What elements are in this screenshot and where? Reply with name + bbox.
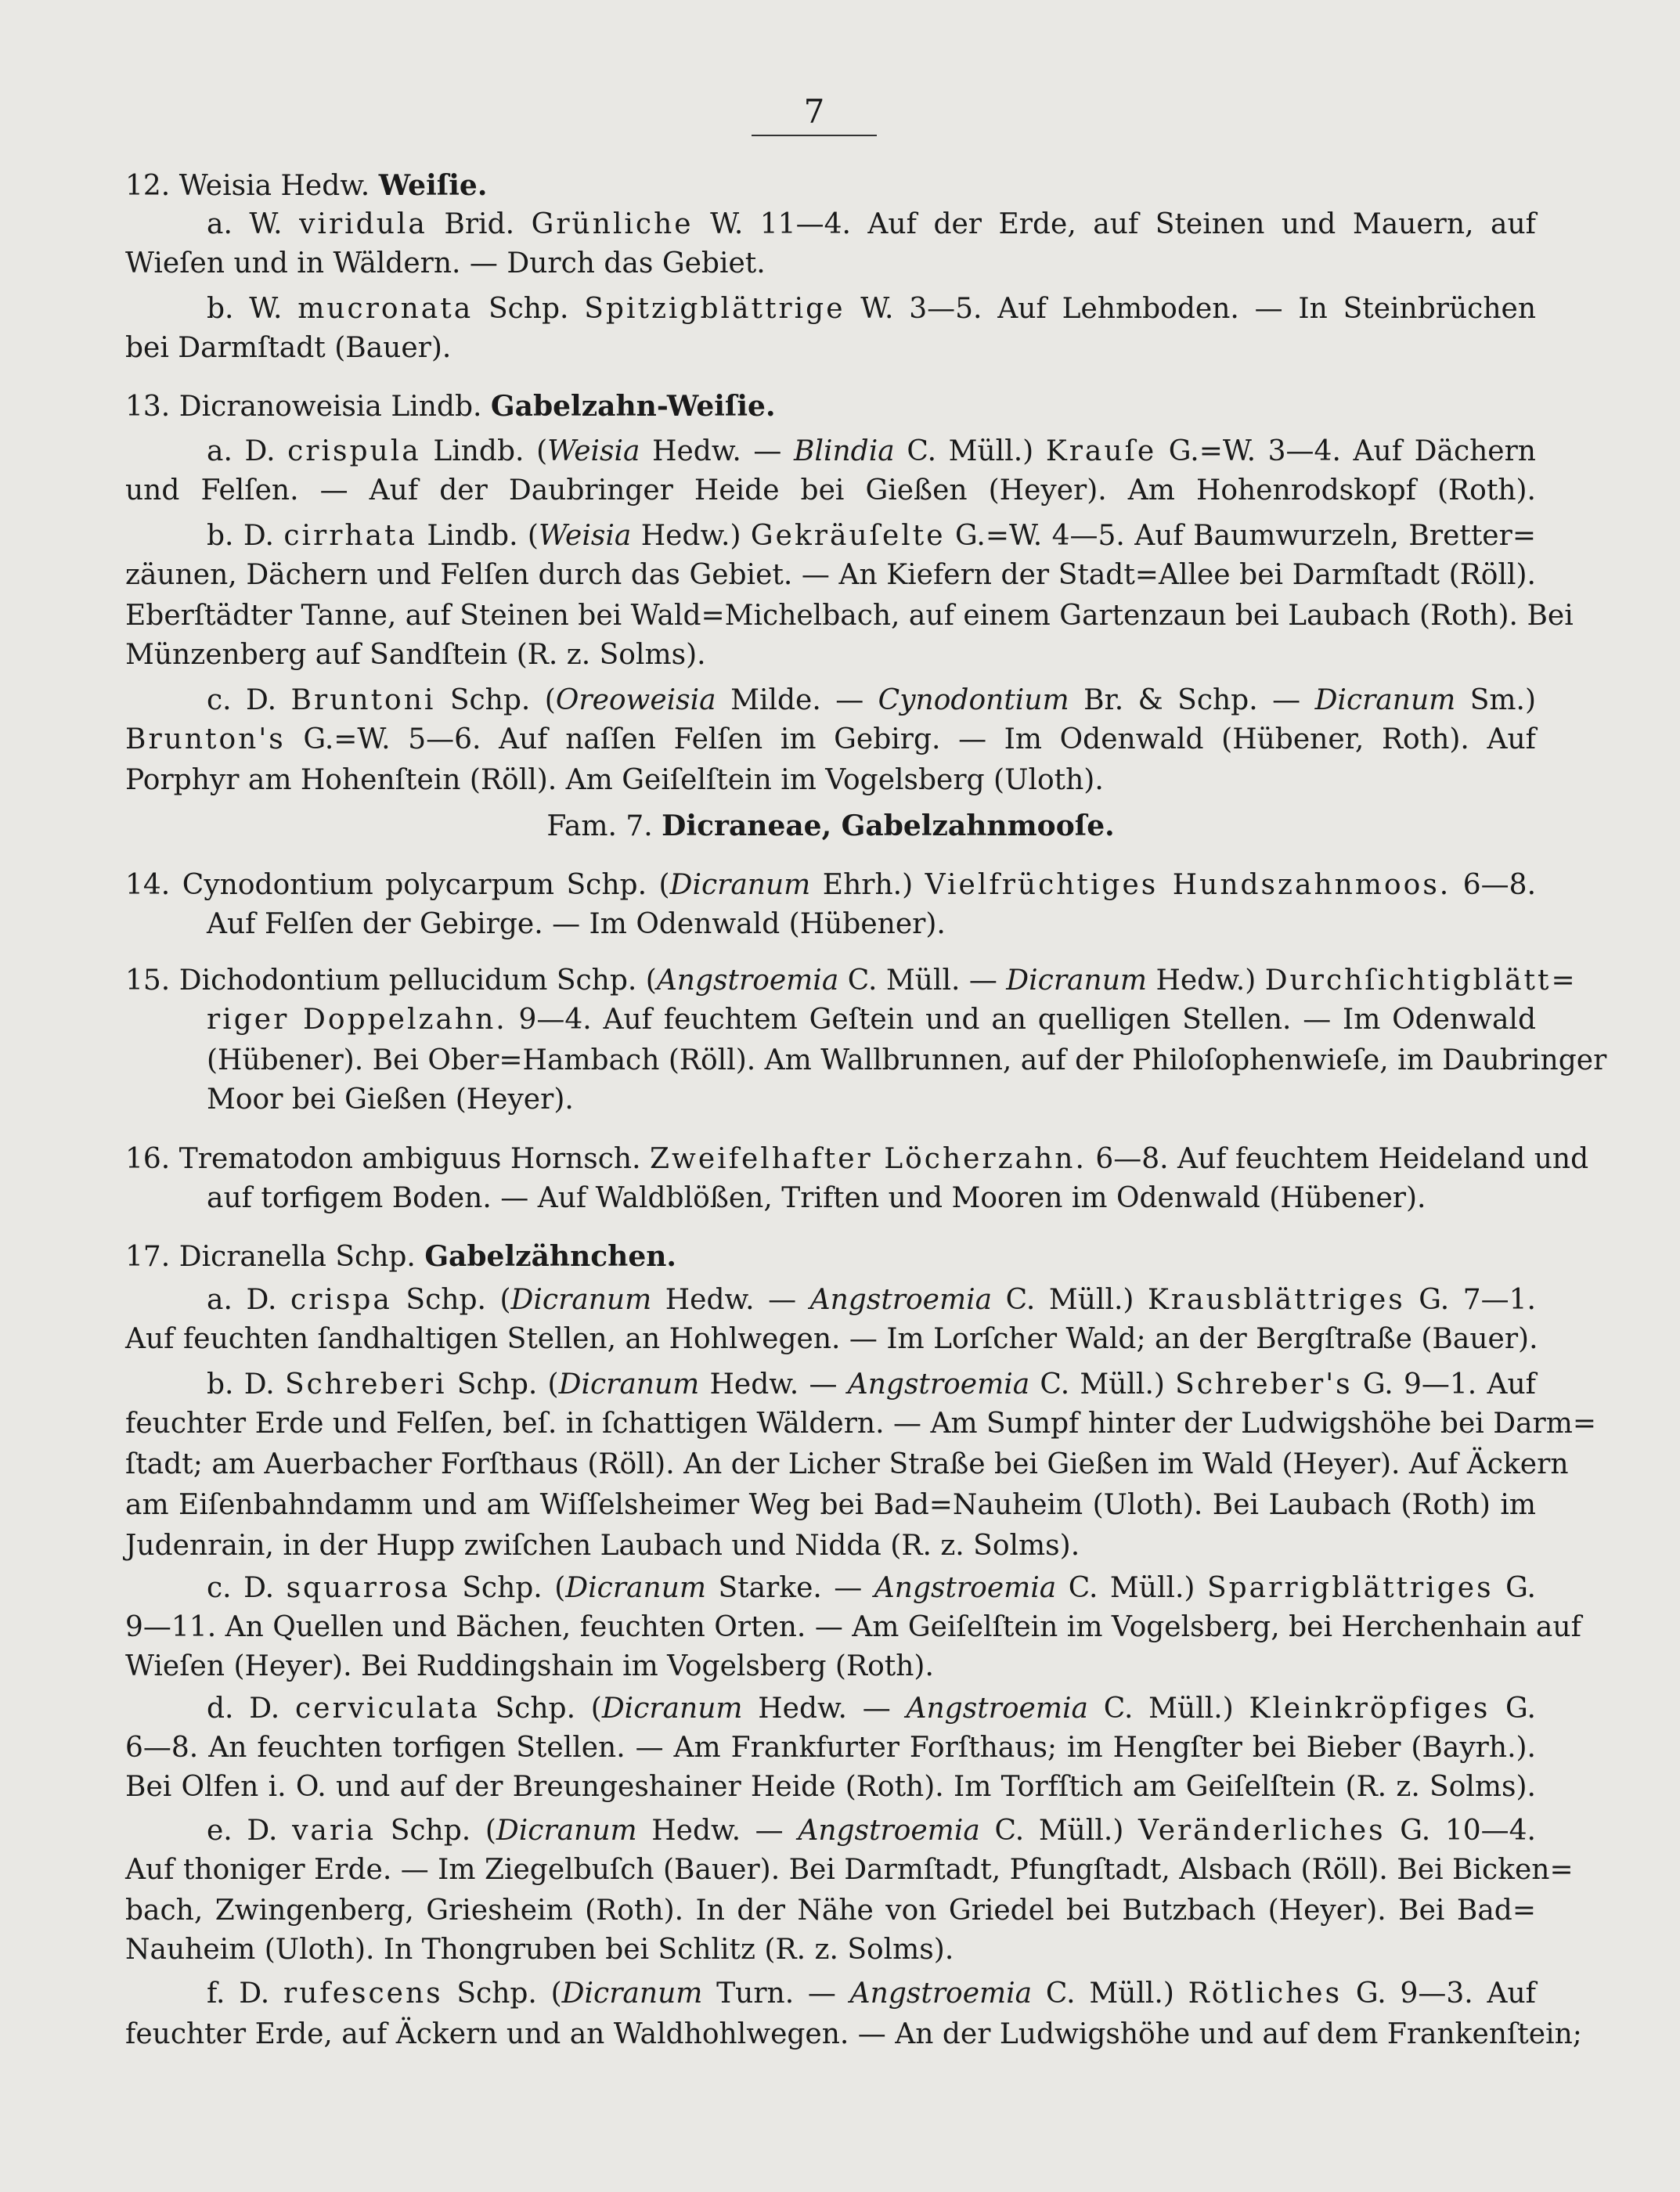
text-run: Brunton's xyxy=(125,723,286,755)
text-run: auf torfigem Boden. — Auf Waldblößen, Triften und Mooren im Odenwald (Hübener). xyxy=(207,1182,1426,1214)
page-number-rule xyxy=(752,135,877,136)
text-line xyxy=(207,1281,1536,1320)
entry-13-heading xyxy=(125,387,1536,427)
text-run: Zweifelhafter Löcherzahn. xyxy=(650,1143,1087,1175)
text-run: Porphyr am Hohenſtein (Röll). Am Geiſelſtein im Vogelsberg (Uloth). xyxy=(125,764,1104,796)
text-run: Angstroemia xyxy=(809,1284,993,1316)
text-run: Auf Felſen der Gebirge. — Im Odenwald (Hübener). xyxy=(207,908,946,940)
text-run: 9—4. Auf feuchtem Geſtein und an quelligen Stellen. — Im Odenwald xyxy=(507,1004,1536,1036)
text-run: riger Doppelzahn. xyxy=(207,1004,507,1036)
text-line xyxy=(125,1729,1536,1768)
text-run: Fam. 7. xyxy=(546,810,662,842)
text-run: Eberſtädter Tanne, auf Steinen bei Wald=Michelbach, auf einem Gartenzaun bei Laubach (Roth). Bei xyxy=(125,600,1574,632)
text-run: C. Müll.) xyxy=(1032,1977,1188,2010)
text-run: c. D. xyxy=(207,684,291,716)
text-line xyxy=(125,1445,1569,1484)
text-run: Weisia xyxy=(547,435,640,467)
text-run: C. Müll. — xyxy=(838,964,1007,997)
text-run: C. Müll.) xyxy=(1087,1693,1249,1725)
text-run: Schreberi xyxy=(284,1368,447,1401)
text-run: Blindia xyxy=(794,435,895,467)
text-run: G. 7—1. xyxy=(1404,1284,1536,1316)
text-run: 13. xyxy=(125,391,171,423)
text-run: c. D. xyxy=(207,1572,287,1604)
text-run: W. 3—5. Auf Lehmboden. — In Steinbrüchen xyxy=(845,293,1537,325)
text-run: Moor bei Gießen (Heyer). xyxy=(207,1083,574,1116)
text-line xyxy=(125,244,1536,283)
text-line xyxy=(125,1931,1536,1970)
text-run: a. W. xyxy=(207,208,300,240)
text-run: Dicranella xyxy=(178,1241,326,1273)
text-run: G.=W. 5—6. Auf naſſen Felſen im Gebirg. — Im Odenwald (Hübener, Roth). Auf xyxy=(285,723,1536,755)
text-run: Schp. ( xyxy=(442,1977,562,2010)
text-line xyxy=(207,1689,1536,1729)
entry-17-heading xyxy=(125,1237,1536,1277)
text-run: C. Müll.) xyxy=(1029,1368,1176,1401)
text-run: C. Müll.) xyxy=(979,1815,1139,1847)
text-run: Dicranum xyxy=(558,1368,700,1401)
text-run: cerviculata xyxy=(295,1693,480,1725)
text-run: Hedw. — xyxy=(640,435,795,467)
text-run: Angstroemia xyxy=(906,1693,1088,1725)
text-run: Hedw.) xyxy=(1147,964,1265,997)
text-run: feuchter Erde, auf Äckern und an Waldhohlwegen. — An der Ludwigshöhe und auf dem Frankenſtein; xyxy=(125,2018,1582,2050)
text-run: Wieſen und in Wäldern. — Durch das Gebiet. xyxy=(125,247,766,279)
text-run: Angstroemia xyxy=(656,964,839,997)
text-run: Milde. — xyxy=(716,684,878,716)
text-run: Dicranoweisia xyxy=(178,391,382,423)
text-run: Sparrigblättriges xyxy=(1206,1572,1494,1604)
text-line xyxy=(207,1041,1607,1080)
text-line xyxy=(125,720,1536,759)
text-run: Wieſen (Heyer). Bei Ruddingshain im Vogelsberg (Roth). xyxy=(125,1650,934,1682)
text-run: 15. xyxy=(125,964,171,997)
text-run: ſtadt; am Auerbacher Forſthaus (Röll). An der Licher Straße bei Gießen im Wald (Heyer). Auf Äckern xyxy=(125,1448,1569,1480)
text-run: Bruntoni xyxy=(290,684,436,716)
text-run: und Felſen. — Auf der Daubringer Heide bei Gießen (Heyer). Am Hohenrodskopf (Roth). xyxy=(125,474,1536,507)
text-run: am Eiſenbahndamm und am Wiſſelsheimer Weg bei Bad=Nauheim (Uloth). Bei Laubach (Roth) im xyxy=(125,1489,1536,1521)
text-run: Krauſe xyxy=(1045,435,1157,467)
text-run: a. D. xyxy=(207,1284,291,1316)
text-line xyxy=(207,681,1536,720)
text-run: Ehrh.) xyxy=(810,869,925,901)
text-run: Lindb. xyxy=(381,391,491,423)
text-line xyxy=(207,517,1536,556)
text-run: a. D. xyxy=(207,435,288,467)
family-heading xyxy=(125,806,1536,846)
text-run: Dicranum xyxy=(601,1693,743,1725)
text-run: squarrosa xyxy=(286,1572,450,1604)
text-run: Angstroemia xyxy=(847,1368,1030,1401)
text-run: Schp. ( xyxy=(479,1693,602,1725)
text-run: Nauheim (Uloth). In Thongruben bei Schlitz (R. z. Solms). xyxy=(125,1934,954,1966)
text-run: G. xyxy=(1490,1693,1536,1725)
text-run: Schreber's xyxy=(1175,1368,1353,1401)
text-run: bach, Zwingenberg, Griesheim (Roth). In der Nähe von Griedel bei Butzbach (Heyer). Bei Bad= xyxy=(125,1895,1536,1927)
text-line xyxy=(125,1320,1536,1359)
text-run: Oreoweisia xyxy=(555,684,716,716)
text-line xyxy=(207,1365,1536,1404)
text-run: 12. xyxy=(125,170,171,202)
text-run: Gabelzahn-Weiſie. xyxy=(490,390,776,423)
text-run: Turn. — xyxy=(702,1977,850,2010)
text-run: varia xyxy=(292,1815,377,1847)
text-run: Dicranum xyxy=(1314,684,1456,716)
text-line xyxy=(125,1647,1536,1686)
text-line xyxy=(125,556,1536,595)
text-run: Schp. ( xyxy=(554,869,670,901)
text-line xyxy=(125,1486,1536,1525)
text-run: Hedw. — xyxy=(636,1815,799,1847)
text-run: b. W. xyxy=(207,293,298,325)
text-run: G. xyxy=(1493,1572,1536,1604)
text-run: b. D. xyxy=(207,1368,285,1401)
text-run: 6—8. xyxy=(1451,869,1537,901)
text-run: Hedw. — xyxy=(742,1693,907,1725)
text-run: Krausblättriges xyxy=(1148,1284,1405,1316)
text-line xyxy=(207,1569,1536,1608)
text-run: Auf feuchten ſandhaltigen Stellen, an Hohlwegen. — Im Lorſcher Wald; an der Bergſtraße (Bauer). xyxy=(125,1323,1538,1355)
text-run: Spitzigblättrige xyxy=(584,293,845,325)
text-run: C. Müll.) xyxy=(992,1284,1148,1316)
text-line xyxy=(125,597,1574,636)
text-run: Auf thoniger Erde. — Im Ziegelbuſch (Bauer). Bei Darmſtadt, Pfungſtadt, Alsbach (Röll). Bei Bicken= xyxy=(125,1854,1574,1886)
entry-12-heading xyxy=(125,166,1536,206)
text-run: Hedw. xyxy=(272,170,379,202)
text-run: Hedw.) xyxy=(631,520,751,552)
text-run: Judenrain, in der Hupp zwiſchen Laubach und Nidda (R. z. Solms). xyxy=(125,1530,1080,1562)
text-run: Hedw. — xyxy=(699,1368,848,1401)
text-run: Kleinkröpfiges xyxy=(1249,1693,1491,1725)
text-run: Dicranum xyxy=(561,1977,703,2010)
entry-16-heading xyxy=(125,1140,1589,1179)
text-run: Veränderliches xyxy=(1138,1815,1386,1847)
text-run: feuchter Erde und Felſen, beſ. in ſchattigen Wäldern. — Am Sumpf hinter der Ludwigshöhe bei Darm= xyxy=(125,1408,1597,1440)
text-line xyxy=(125,636,1536,675)
text-run: bei Darmſtadt (Bauer). xyxy=(125,332,452,364)
text-run: W. 11—4. Auf der Erde, auf Steinen und Mauern, auf xyxy=(693,208,1536,240)
text-run: f. D. xyxy=(207,1977,283,2010)
text-run: G.=W. 3—4. Auf Dächern xyxy=(1156,435,1536,467)
text-run: Schp. ( xyxy=(435,684,556,716)
text-run: Hornsch. xyxy=(501,1143,651,1175)
text-run: rufescens xyxy=(283,1977,443,2010)
text-run: Angstroemia xyxy=(798,1815,980,1847)
text-run: G.=W. 4—5. Auf Baumwurzeln, Bretter= xyxy=(945,520,1536,552)
text-run: Weisia xyxy=(178,170,272,202)
text-run: Grünliche xyxy=(531,208,694,240)
text-line xyxy=(207,1080,1536,1119)
text-run: Münzenberg auf Sandſtein (R. z. Solms). xyxy=(125,639,706,671)
text-run: Cynodontium polycarpum xyxy=(182,869,555,901)
text-run: Dicranum xyxy=(669,869,811,901)
text-run: C. Müll.) xyxy=(894,435,1046,467)
text-run: e. D. xyxy=(207,1815,293,1847)
text-line xyxy=(125,1404,1597,1444)
text-run: Gabelzähnchen. xyxy=(424,1240,676,1273)
text-run: Schp. ( xyxy=(547,964,657,997)
text-run: Bei Olfen i. O. und auf der Breungeshainer Heide (Roth). Im Torfſtich am Geiſelſtein (R. z. Solms). xyxy=(125,1771,1536,1803)
text-line xyxy=(207,1812,1536,1851)
text-run: Dicranum xyxy=(510,1284,652,1316)
text-run: Schp. xyxy=(326,1241,425,1273)
text-line xyxy=(207,205,1536,244)
text-run: crispa xyxy=(290,1284,392,1316)
text-line xyxy=(207,290,1536,329)
text-run: Sm.) xyxy=(1455,684,1537,716)
text-run: 17. xyxy=(125,1241,171,1273)
text-run: Durchſichtigblätt= xyxy=(1264,964,1577,997)
text-run: zäunen, Dächern und Felſen durch das Gebiet. — An Kiefern der Stadt=Allee bei Darmſtadt (Röll). xyxy=(125,559,1536,591)
text-run: 6—8. An feuchten torfigen Stellen. — Am Frankfurter Forſthaus; im Hengſter bei Bieber (Bayrh.). xyxy=(125,1732,1536,1764)
text-run: Angstroemia xyxy=(874,1572,1057,1604)
text-run: Dichodontium pellucidum xyxy=(178,964,548,997)
text-run: 16. xyxy=(125,1143,171,1175)
text-run: G. 9—3. Auf xyxy=(1342,1977,1536,2010)
text-run: 6—8. Auf feuchtem Heideland und xyxy=(1086,1143,1589,1175)
text-line xyxy=(125,761,1536,800)
text-run: b. D. xyxy=(207,520,284,552)
text-line xyxy=(207,1974,1536,2014)
text-run: Angstroemia xyxy=(849,1977,1033,2010)
text-run: Weisia xyxy=(538,520,632,552)
text-run: Schp. ( xyxy=(376,1815,496,1847)
text-run: Schp. ( xyxy=(449,1572,566,1604)
text-run: Weiſie. xyxy=(378,169,488,202)
text-run: Schp. ( xyxy=(446,1368,559,1401)
text-run: Trematodon ambiguus xyxy=(178,1143,502,1175)
text-run: Vielfrüchtiges Hundszahnmoos. xyxy=(925,869,1451,901)
text-line xyxy=(207,905,1536,944)
text-run: Dicranum xyxy=(496,1815,637,1847)
text-run: 14. xyxy=(125,869,171,901)
text-line xyxy=(207,1179,1536,1218)
text-run: Schp. ( xyxy=(391,1284,511,1316)
text-run: Schp. xyxy=(473,293,585,325)
text-line xyxy=(125,1891,1536,1931)
entry-15-heading xyxy=(125,961,1577,1000)
text-run: Dicranum xyxy=(1006,964,1148,997)
text-run: mucronata xyxy=(297,293,474,325)
text-line xyxy=(125,1768,1536,1807)
text-run: Gekräuſelte xyxy=(750,520,946,552)
text-run: d. D. xyxy=(207,1693,295,1725)
text-run: Dicraneae, Gabelzahnmooſe. xyxy=(662,809,1115,842)
text-line xyxy=(125,1527,1536,1566)
text-run: Starke. — xyxy=(705,1572,874,1604)
text-run: Brid. xyxy=(427,208,532,240)
text-run: cirrhata xyxy=(283,520,417,552)
text-run: (Hübener). Bei Ober=Hambach (Röll). Am Wallbrunnen, auf der Philoſophenwieſe, im Daubringer xyxy=(207,1044,1607,1076)
page-number: 7 xyxy=(803,92,825,131)
text-run: Cynodontium xyxy=(878,684,1069,716)
text-run: C. Müll.) xyxy=(1056,1572,1207,1604)
text-line xyxy=(125,1608,1581,1647)
text-run: Lindb. ( xyxy=(416,520,539,552)
text-run: crispula xyxy=(287,435,421,467)
text-run: Br. & Schp. — xyxy=(1069,684,1315,716)
text-line xyxy=(207,432,1536,471)
text-line xyxy=(125,1851,1574,1890)
text-run: 9—11. An Quellen und Bächen, feuchten Orten. — Am Geiſelſtein im Vogelsberg, bei Herchenhain auf xyxy=(125,1611,1581,1643)
text-line xyxy=(125,2015,1582,2054)
text-run: Lindb. ( xyxy=(420,435,548,467)
text-line xyxy=(125,471,1536,510)
text-run: G. 10—4. xyxy=(1385,1815,1536,1847)
text-run: viridula xyxy=(299,208,427,240)
text-line xyxy=(125,329,1536,368)
text-run: Hedw. — xyxy=(651,1284,810,1316)
text-line xyxy=(207,1000,1536,1040)
text-run: Rötliches xyxy=(1188,1977,1343,2010)
entry-14-heading xyxy=(125,866,1536,905)
text-run: Dicranum xyxy=(565,1572,706,1604)
text-run: G. 9—1. Auf xyxy=(1352,1368,1536,1401)
